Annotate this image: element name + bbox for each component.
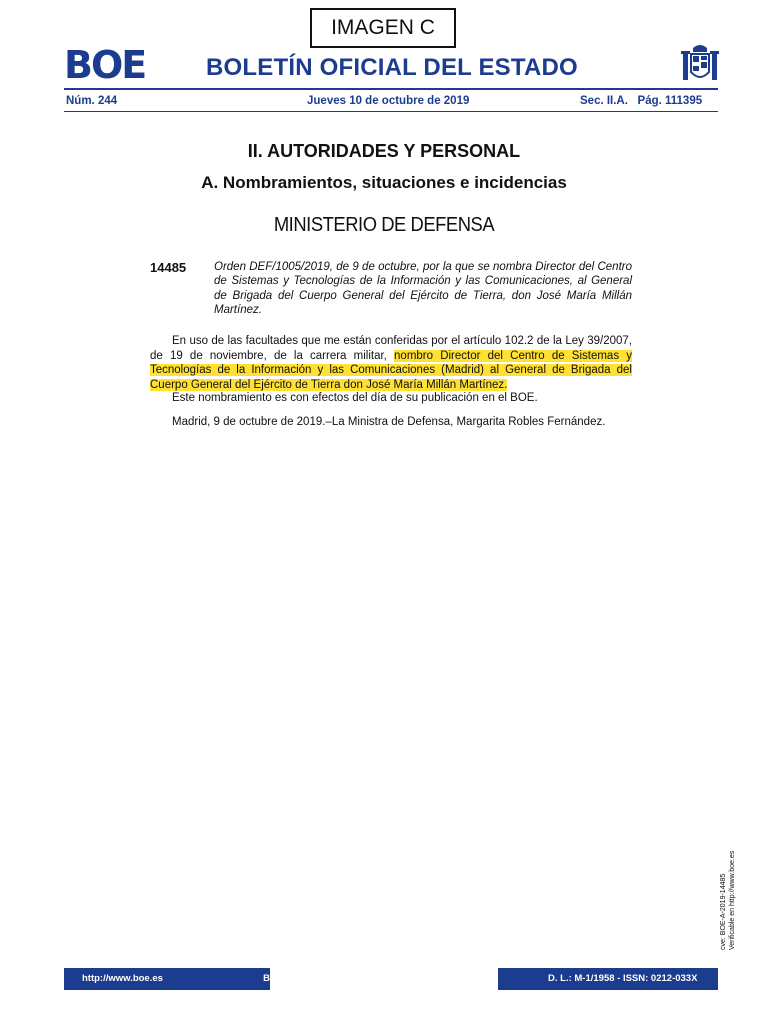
footer-gap xyxy=(270,968,498,990)
highlighted-text: nombro Director del Centro de Sistemas y Tecnologías de la Información y las Comunicaciones (Madrid) al General de Brigada del Cuerpo General del Ejército de Tierra don José María Millán Martínez. xyxy=(150,349,632,391)
footer-url[interactable]: http://www.boe.es xyxy=(82,973,163,984)
boe-logo: BOE xyxy=(64,43,146,87)
issue-date: Jueves 10 de octubre de 2019 xyxy=(307,95,470,107)
verify-link[interactable]: Verificable en http://www.boe.es xyxy=(729,850,736,950)
issue-number: Núm. 244 xyxy=(66,95,118,107)
ministry-heading: MINISTERIO DE DEFENSA xyxy=(273,214,495,236)
footer-left-bar xyxy=(64,968,270,990)
cve-side-note xyxy=(719,818,737,950)
section-subtitle: A. Nombramientos, situaciones e incidencias xyxy=(201,173,567,192)
image-label-box: IMAGEN C xyxy=(310,8,456,48)
signature-line: Madrid, 9 de octubre de 2019.–La Ministra de Defensa, Margarita Robles Fernández. xyxy=(172,416,606,428)
coat-of-arms-icon xyxy=(680,42,720,86)
order-number: 14485 xyxy=(150,260,187,275)
masthead-title: BOLETÍN OFICIAL DEL ESTADO xyxy=(206,54,578,81)
section-title: II. AUTORIDADES Y PERSONAL xyxy=(247,141,521,161)
body-text: En uso de las facultades que me están conferidas por el artículo 102.2 de la Ley 39/2007, de 19 de noviembre, de la carrera militar, xyxy=(150,335,632,362)
footer-url-tail: B xyxy=(263,973,270,984)
order-summary: Orden DEF/1005/2019, de 9 de octubre, por la que se nombra Director del Centro de Sistemas y Tecnologías de la Información y las Comunicaciones, al General de Brigada del Cuerpo General del Ejército de Tierra, don José María Millán Martínez. xyxy=(214,261,632,316)
cve-code: cve: BOE-A-2019-14485 xyxy=(720,873,727,950)
header-rule-top xyxy=(64,88,718,90)
header-rule-bottom xyxy=(64,111,718,112)
effective-date-paragraph: Este nombramiento es con efectos del día de su publicación en el BOE. xyxy=(172,392,538,404)
footer-legal: D. L.: M-1/1958 - ISSN: 0212-033X xyxy=(498,968,718,990)
section-page: Sec. II.A. Pág. 111395 xyxy=(580,95,703,107)
body-paragraph xyxy=(150,334,632,392)
